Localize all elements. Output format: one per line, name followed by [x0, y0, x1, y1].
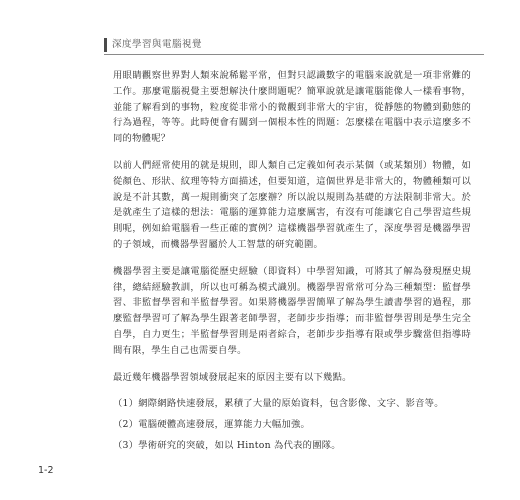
body-text — [113, 68, 471, 459]
paragraph-intro: 用眼睛觀察世界對人類來說稀鬆平常，但對只認識數字的電腦來說就是一項非常難的工作。那麼電腦視覺主要想解決什麼問題呢？簡單說就是讓電腦能像人一樣看事物，並能了解看到的事物，粒度從非常小的微觀到非常大的宇宙，從靜態的物體到動態的行為過程，等等。此時便會有關到一個根本性的問題：怎麼樣在電腦中表示這麼多不同的物體呢？ — [113, 70, 471, 145]
page-number: 1-2 — [38, 465, 54, 476]
reason-item: （2）電腦硬體高速發展，運算能力大幅加強。 — [113, 419, 311, 431]
header-title: 深度學習與電腦視覺 — [112, 39, 203, 50]
paragraph-ml-types: 機器學習主要是讓電腦從歷史經驗（即資料）中學習知識，可將其了解為發現歷史規律，總結經驗教訓，所以也可稱為模式識別。機器學習常常可分為三種類型：監督學習、非監督學習和半監督學習。如果將機器學習簡單了解為學生讀書學習的過程，那麼監督學習可了解為學生跟著老師學習，老師步步指導；而非監督學習則是學生完全自學，自力更生；半監督學習則是兩者綜合，老師步步指導有限或學步驟當但指導時間有限，學生自己也需要自學。 — [113, 265, 471, 356]
header-accent-bar — [104, 38, 107, 52]
header-divider — [104, 54, 484, 55]
reasons-list — [113, 396, 471, 453]
running-header — [104, 37, 484, 55]
paragraph-rules: 以前人們經常使用的就是規則，即人類自己定義如何表示某個（或某類別）物體，如從顏色、形狀、紋理等特方面描述，但要知道，這個世界是非常大的，物體種類可以說是不計其數，萬一規則衝突了怎麼辦？所以說以規則為基礎的方法限制非常大。於是就產生了這樣的想法：電腦的運算能力這麼厲害，有沒有可能讓它自己學習這些規則呢，例如給電腦看一些正確的實例？這樣機器學習就產生了，深度學習是機器學習的子領域，而機器學習屬於人工智慧的研究範圍。 — [113, 159, 471, 250]
reason-item: （1）網際網路快速發展，累積了大量的原始資料，包含影像、文字、影音等。 — [113, 398, 444, 410]
reason-item: （3）學術研究的突破，如以 Hinton 為代表的團隊。 — [113, 439, 341, 451]
paragraph-reasons-intro: 最近幾年機器學習領域發展起來的原因主要有以下幾點。 — [113, 371, 352, 383]
